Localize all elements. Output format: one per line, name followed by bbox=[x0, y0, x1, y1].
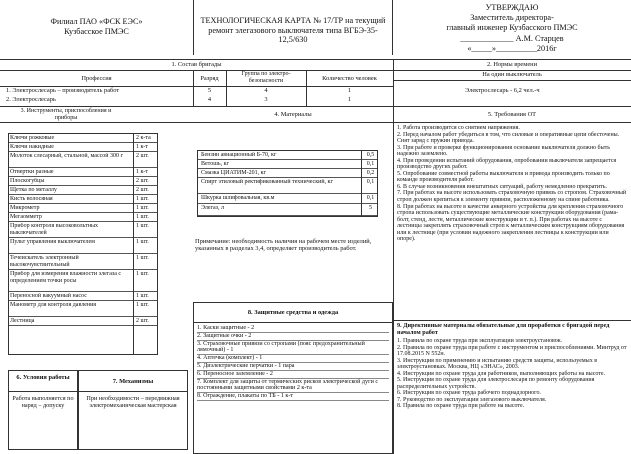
directives-list bbox=[397, 338, 628, 410]
directive-item: 4. Инструкция по охране труда для работников, выполняющих работы на высоте. bbox=[397, 370, 606, 377]
divider bbox=[133, 134, 134, 354]
tool-name: Кисть волосяная bbox=[10, 196, 53, 202]
protection-item: 1. Каски защитные - 2 bbox=[197, 325, 389, 333]
team-row-2-profession: 2. Электрослесарь bbox=[6, 96, 56, 103]
tools-row bbox=[9, 134, 157, 143]
material-row bbox=[198, 151, 377, 160]
tool-qty: 2 шт. bbox=[136, 153, 149, 159]
tools-row bbox=[9, 213, 157, 222]
tools-row bbox=[9, 317, 157, 326]
divider bbox=[79, 391, 187, 392]
material-row bbox=[198, 204, 377, 216]
tool-qty: 1 шт. bbox=[136, 214, 149, 220]
team-row-2-group: 3 bbox=[264, 96, 268, 103]
team-col-profession: Профессия bbox=[81, 75, 112, 82]
conditions-box bbox=[8, 370, 78, 450]
tools-row bbox=[9, 238, 157, 254]
tool-qty: 1 к-т bbox=[136, 144, 149, 150]
tool-qty: 1 шт. bbox=[136, 223, 149, 229]
approve-role-1: Заместитель директора- bbox=[470, 13, 554, 22]
tool-qty: 1 шт. bbox=[136, 205, 149, 211]
safety-item: 2. Перед началом работ убедиться в том, что силовые и оперативные цепи обесточены. Снят заряд с пружин привода. bbox=[397, 131, 620, 145]
materials-table bbox=[197, 150, 378, 217]
team-table bbox=[0, 70, 393, 106]
divider bbox=[0, 59, 631, 60]
divider bbox=[306, 70, 307, 106]
material-name: Шкурка шлифовальная, кв.м bbox=[201, 195, 275, 201]
protection-title: 8. Защитные средства и одежда bbox=[247, 309, 339, 316]
org-name: Филиал ПАО «ФСК ЕЭС» bbox=[50, 17, 143, 26]
tool-qty: 1 шт. bbox=[136, 293, 149, 299]
approve-signature: _____________ А.М. Старцев bbox=[460, 34, 564, 43]
tool-qty: 1 шт. bbox=[136, 271, 149, 277]
tools-row bbox=[9, 204, 157, 213]
tool-qty: 1 шт. bbox=[136, 196, 149, 202]
protection-item: 8. Ограждение, плакаты по ТБ - 1 к-т bbox=[197, 393, 389, 401]
tools-row bbox=[9, 292, 157, 301]
header-org-block bbox=[0, 0, 193, 55]
protection-item: 4. Аптечка (комплект) - 1 bbox=[197, 355, 389, 363]
tool-name: Щетка по металлу bbox=[10, 187, 57, 193]
card-title-box bbox=[193, 0, 393, 55]
tools-row bbox=[9, 301, 157, 317]
divider bbox=[194, 322, 392, 323]
team-section-title: 1. Состав бригады bbox=[171, 61, 222, 68]
material-name: Ветошь, кг bbox=[201, 161, 229, 167]
conditions-title: 6. Условия работы bbox=[16, 374, 70, 381]
directive-item: 6. Инструкция по охране труда рабочего поднадзорного. bbox=[397, 390, 541, 397]
divider bbox=[393, 80, 631, 81]
tool-qty: 2 шт. bbox=[136, 187, 149, 193]
tool-qty: 2 к-та bbox=[136, 135, 151, 141]
tool-name: Прибор для измерения влажности элегаза с определением точки росы bbox=[10, 271, 122, 284]
material-qty: 5 bbox=[369, 205, 372, 211]
time-section-title: 2. Нормы времени bbox=[486, 61, 537, 68]
tools-row bbox=[9, 222, 157, 238]
directive-item: 8. Правила по охране труда при работе на высоте. bbox=[397, 403, 525, 410]
approve-heading: УТВЕРЖДАЮ bbox=[485, 3, 539, 12]
tools-row bbox=[9, 186, 157, 195]
approve-date: «_____»__________2016г bbox=[467, 44, 557, 53]
material-qty: 0,1 bbox=[366, 195, 375, 201]
team-col-group: Группа по электро-безопасности bbox=[241, 71, 291, 84]
safety-item: 7. При работах на высоте использовать страховочную привязь со стропом. Страховочный строп должен крепиться к элементу привязи, расположенному на спине работника. bbox=[397, 190, 627, 204]
tools-row bbox=[9, 177, 157, 186]
tool-name: Плоскогубцы bbox=[10, 178, 45, 184]
team-row-1-group: 4 bbox=[264, 87, 268, 94]
safety-item: 4. При проведении испытаний оборудования, опробовании выключателя запрещается производство других работ. bbox=[397, 157, 617, 171]
protection-item: 7. Комплект для защиты от термических рисков электрической дуги с постоянными защитными свойствами 2 к-та bbox=[197, 379, 389, 394]
tool-name: Лестница bbox=[10, 318, 35, 324]
card-title: ТЕХНОЛОГИЧЕСКАЯ КАРТА № 17/ТР на текущий ремонт элегазового выключателя типа ВГБЭ-35-12,5/630 bbox=[200, 16, 386, 44]
safety-item: 5. Опробование совместной работы выключателя и привода производить только по команде производителя работ. bbox=[397, 170, 610, 184]
material-qty: 0,1 bbox=[366, 161, 375, 167]
team-row-2-grade: 4 bbox=[207, 96, 212, 103]
safety-item: 6. В случае возникновения внештатных ситуаций, работу немедленно прекратить. bbox=[397, 183, 607, 190]
approve-role-2: главный инженер Кузбасского ПМЭС bbox=[446, 23, 578, 32]
material-name: Бензин авиационный Б-70, кг bbox=[201, 152, 277, 158]
tool-name: Манометр для контроля давления bbox=[10, 302, 97, 308]
material-row bbox=[198, 194, 377, 204]
material-name: Элегаз, л bbox=[201, 205, 225, 211]
tool-name: Пульт управления выключателем bbox=[10, 239, 95, 245]
divider bbox=[9, 391, 77, 392]
tools-table bbox=[8, 133, 158, 355]
tool-qty: 1 шт. bbox=[136, 239, 149, 245]
team-row-1-count: 1 bbox=[347, 87, 352, 94]
tool-name: Мегаомметр bbox=[10, 214, 42, 220]
directive-item: 7. Руководство по эксплуатации элегазового выключателя. bbox=[397, 396, 547, 403]
directive-item: 3. Инструкция по применению и испытанию средств защиты, используемых в электроустановках. Москва, НЦ «ЭНАС», 2003. bbox=[397, 357, 598, 371]
directive-item: 1. Правила по охране труда при эксплуатации электроустановок. bbox=[397, 338, 563, 344]
tool-name: Микрометр bbox=[10, 205, 40, 211]
divider bbox=[0, 106, 631, 107]
tools-row bbox=[9, 195, 157, 204]
tool-name: Ключи накидные bbox=[10, 144, 54, 150]
tools-row bbox=[9, 254, 157, 270]
safety-list bbox=[397, 125, 628, 243]
material-row bbox=[198, 178, 377, 194]
protection-item: 3. Страховочные привязи со стропами (пояс предохранительный лямочный) - 1 bbox=[197, 341, 389, 356]
org-unit: Кузбасское ПМЭС bbox=[64, 27, 129, 36]
safety-item: 3. При работе и проверке функционирования основание выключателя должно быть надежно заземлено. bbox=[397, 144, 610, 158]
directive-item: 5. Инструкция по охране труда для электрослесаря по ремонту оборудования распределительных устройств. bbox=[397, 377, 595, 390]
tool-name: Ключи рожковые bbox=[10, 135, 55, 141]
material-qty: 0,1 bbox=[366, 179, 375, 185]
safety-section-title: 5. Требования ОТ bbox=[487, 111, 537, 118]
team-row-1-grade: 5 bbox=[207, 87, 212, 94]
protection-box bbox=[193, 302, 393, 454]
tool-name: Отвертки разные bbox=[10, 169, 54, 175]
tool-qty: 1 шт. bbox=[136, 255, 149, 261]
tool-name: Переносной вакуумный насос bbox=[10, 293, 87, 299]
directive-item: 2. Правила по охране труда при работе с инструментом и приспособлениями. Минтруд от 17.08.2015 N 552н. bbox=[397, 344, 627, 358]
mechanisms-text: При необходимости – передвижная электромеханическая мастерская bbox=[86, 395, 180, 409]
mechanisms-box bbox=[78, 370, 188, 450]
tool-qty: 1 к-т bbox=[136, 169, 149, 175]
tools-row bbox=[9, 168, 157, 177]
safety-item: 8. При работах на высоте в качестве анкерного устройства для крепления страховочного стропа использовать существующие металлические конструкции оборудования (рама-болт, стенд, лестн, металлические конструкции и т. п.). При работах на высоте с лестницы закреплять страховочный строп к металлическим конструкциям оборудования или к лестнице (при условии надежного закрепления лестницы к конструкции или опоре). bbox=[397, 203, 625, 243]
tools-row bbox=[9, 270, 157, 292]
material-name: Спирт этиловый ректификованный технический, кг bbox=[201, 179, 333, 185]
time-row: Электрослесарь - 6,2 чел.-ч bbox=[465, 87, 540, 94]
material-row bbox=[198, 169, 377, 178]
tools-section-title: 3. Инструменты, приспособления и приборы bbox=[20, 108, 112, 121]
tool-qty: 1 шт. bbox=[136, 302, 149, 308]
divider bbox=[193, 70, 194, 106]
directives-title: 9. Директивные материалы обязательные для проработки с бригадой перед началом работ bbox=[397, 322, 610, 336]
tools-row bbox=[9, 143, 157, 152]
tool-qty: 2 шт. bbox=[136, 178, 149, 184]
material-qty: 0,2 bbox=[366, 170, 375, 176]
protection-item: 2. Защитные очки - 2 bbox=[197, 333, 389, 341]
tool-name: Течеискатель электронный высокочувствительный bbox=[10, 255, 79, 268]
approval-block bbox=[393, 0, 631, 55]
tool-qty: 2 шт. bbox=[136, 318, 149, 324]
team-row-1-profession: 1. Электрослесарь – производитель работ bbox=[6, 87, 120, 94]
divider bbox=[393, 320, 631, 321]
tools-row bbox=[9, 152, 157, 168]
protection-item: 5. Диэлектрические перчатки - 1 пара bbox=[197, 363, 389, 371]
mechanisms-title: 7. Механизмы bbox=[112, 378, 154, 385]
tool-name: Молоток слесарный, стальной, массой 300 г bbox=[10, 153, 123, 159]
tool-name: Прибор контроля высоковольтных выключателей bbox=[10, 223, 99, 236]
materials-section-title: 4. Материалы bbox=[274, 111, 312, 118]
divider bbox=[226, 70, 227, 106]
material-name: Смазка ЦИАТИМ-201, кг bbox=[201, 170, 266, 176]
team-row-2-count: 1 bbox=[347, 96, 352, 103]
conditions-text: Работа выполняется по наряд – допуску bbox=[12, 395, 74, 409]
material-row bbox=[198, 160, 377, 169]
materials-note: Примечание: необходимость наличия на рабочем месте изделий, указанных в разделах 3,4, определяет производитель работ. bbox=[195, 238, 372, 253]
material-qty: 0,5 bbox=[366, 152, 375, 158]
team-col-count: Количество человек bbox=[322, 75, 377, 82]
protection-item: 6. Переносное заземление - 2 bbox=[197, 371, 389, 379]
time-subheader: На один выключатель bbox=[482, 71, 542, 78]
divider bbox=[0, 122, 631, 123]
safety-item: 1. Работа производится со снятием напряжения. bbox=[397, 125, 520, 131]
team-col-grade: Разряд bbox=[200, 75, 219, 82]
divider bbox=[361, 151, 362, 216]
